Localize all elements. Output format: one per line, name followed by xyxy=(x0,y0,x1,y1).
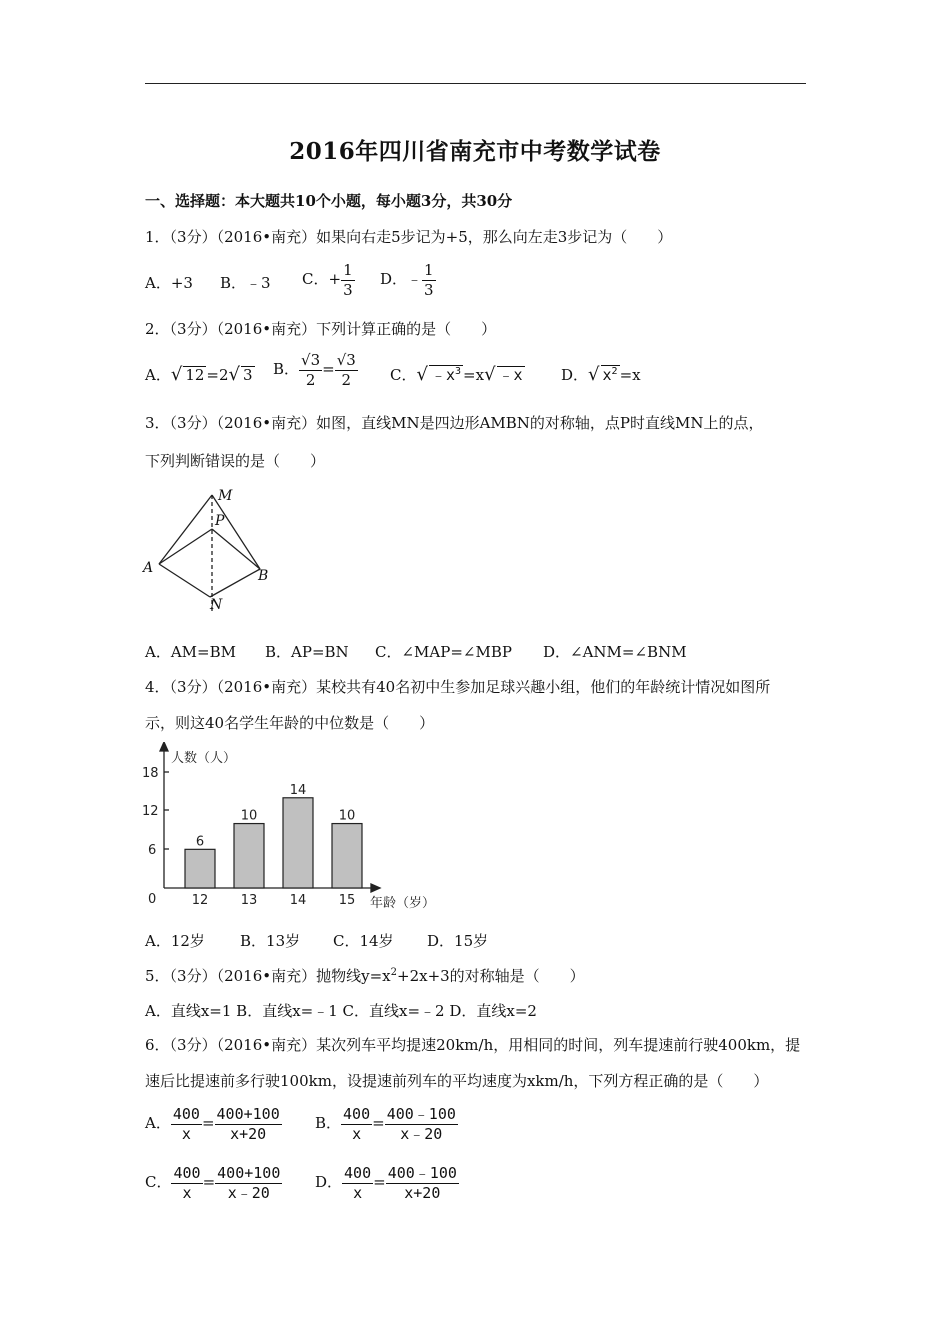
q4-option-c: C．14岁 xyxy=(333,932,394,950)
q2-option-b: B． $\frac{√3}{2}$ = $\frac{√3}{2}$ xyxy=(273,351,356,389)
q5-options: A．直线x=1 B．直线x=﹣1 C．直线x=﹣2 D．直线x=2 xyxy=(145,1002,537,1020)
segment-am xyxy=(159,495,212,564)
q1-option-b: B．﹣3 xyxy=(220,274,271,292)
question-3-stem-line2: 下列判断错误的是（ ） xyxy=(145,452,326,470)
bar-value-label-15: 10 xyxy=(338,808,356,824)
bar-age-12 xyxy=(185,849,215,888)
bar-value-label-12: 6 xyxy=(195,834,205,850)
question-1-stem: 1．（3分）（2016•南充）如果向右走5步记为+5，那么向左走3步记为（ ） xyxy=(145,228,673,246)
q3-option-a: A．AM=BM xyxy=(145,643,236,661)
segment-mb xyxy=(212,495,260,569)
bar-age-15 xyxy=(332,824,362,888)
q2-option-d: D．√ $x^2 =x$ xyxy=(561,364,641,385)
question-3-stem-line1: 3．（3分）（2016•南充）如图，直线MN是四边形AMBN的对称轴，点P时直线MN上的点， xyxy=(145,414,764,432)
page-title: 2016年四川省南充市中考数学试卷 xyxy=(289,138,661,165)
question-6-stem-line2: 速后比提速前多行驶100km，设提速前列车的平均速度为xkm/h，下列方程正确的是（ ） xyxy=(145,1072,769,1090)
question-4-stem-line2: 示，则这40名学生年龄的中位数是（ ） xyxy=(145,714,435,732)
label-b: B xyxy=(258,568,269,584)
xtick-label-14: 14 xyxy=(289,893,307,908)
label-m: M xyxy=(218,488,233,504)
y-axis-label: 人数（人） xyxy=(171,751,237,766)
q4-option-d: D．15岁 xyxy=(427,932,489,950)
question-4-stem-line1: 4．（3分）（2016•南充）某校共有40名初中生参加足球兴趣小组，他们的年龄统计情况如图所 xyxy=(145,678,771,696)
label-n: N xyxy=(210,597,223,613)
question-5-stem: 5．（3分）（2016•南充）抛物线$y=x^2+2x+3$的对称轴是（ ） xyxy=(145,967,585,985)
question-2-stem: 2．（3分）（2016•南充）下列计算正确的是（ ） xyxy=(145,320,497,338)
label-a: A xyxy=(143,560,154,576)
q4-option-a: A．12岁 xyxy=(145,932,205,950)
xtick-label-15: 15 xyxy=(338,893,356,908)
q1-option-d: D．﹣ $\frac{1}{3}$ xyxy=(380,261,434,299)
q6-option-c: C． $\frac{400}{x}$ = $\frac{400+100}{x﹣20}$ xyxy=(145,1164,281,1202)
q2-option-a: A．√ 12 =2√ 3 xyxy=(145,364,253,385)
age-bar-chart xyxy=(138,742,448,914)
q3-option-b: B．AP=BN xyxy=(265,643,349,661)
bar-age-14 xyxy=(283,798,313,888)
label-p: P xyxy=(215,513,225,529)
segment-nb xyxy=(210,569,260,597)
q4-option-b: B．13岁 xyxy=(240,932,301,950)
quadrilateral-figure xyxy=(140,482,290,622)
q1-d-fraction: $\frac{1}{3}$ xyxy=(424,261,434,299)
bar-age-13 xyxy=(234,824,264,888)
question-6-stem-line1: 6．（3分）（2016•南充）某次列车平均提速20km/h，用相同的时间，列车提速前行驶400km，提 xyxy=(145,1036,801,1054)
q6-option-d: D． $\frac{400}{x}$ = $\frac{400﹣100}{x+20}$ xyxy=(315,1164,457,1202)
bar-value-label-13: 10 xyxy=(240,808,258,824)
ytick-label-18: 18 xyxy=(142,766,159,781)
section-heading: 一、选择题：本大题共10个小题，每小题3分，共30分 xyxy=(145,192,513,210)
bar-value-label-14: 14 xyxy=(289,782,307,798)
y-axis-arrow xyxy=(160,742,168,751)
q3-option-c: C．∠MAP=∠MBP xyxy=(375,643,512,661)
q6-option-a: A． $\frac{400}{x}$ = $\frac{400+100}{x+20}$ xyxy=(145,1105,280,1143)
q2-b-fraction-right: $\frac{√3}{2}$ xyxy=(336,351,356,389)
segment-ap xyxy=(159,529,212,564)
segment-an xyxy=(159,564,210,597)
q6-option-b: B． $\frac{400}{x}$ = $\frac{400﹣100}{x﹣20}$ xyxy=(315,1105,456,1143)
segment-pb xyxy=(212,529,260,569)
q2-option-c: C．√ $﹣x^3 =x√$ ﹣x xyxy=(390,364,523,385)
q1-option-c: C．+ $\frac{1}{3}$ xyxy=(302,261,353,299)
ytick-label-0: 0 xyxy=(148,892,157,907)
x-axis-arrow xyxy=(371,884,380,892)
xtick-label-12: 12 xyxy=(191,893,209,908)
header-rule xyxy=(145,83,806,84)
ytick-label-12: 12 xyxy=(142,804,159,819)
x-axis-label: 年龄（岁） xyxy=(370,896,436,911)
ytick-label-6: 6 xyxy=(148,843,157,858)
q3-option-d: D．∠ANM=∠BNM xyxy=(543,643,687,661)
xtick-label-13: 13 xyxy=(240,893,258,908)
q1-option-a: A．+3 xyxy=(145,274,193,292)
q1-c-fraction: $\frac{1}{3}$ xyxy=(343,261,353,299)
q2-b-fraction-left: $\frac{√3}{2}$ xyxy=(301,351,321,389)
